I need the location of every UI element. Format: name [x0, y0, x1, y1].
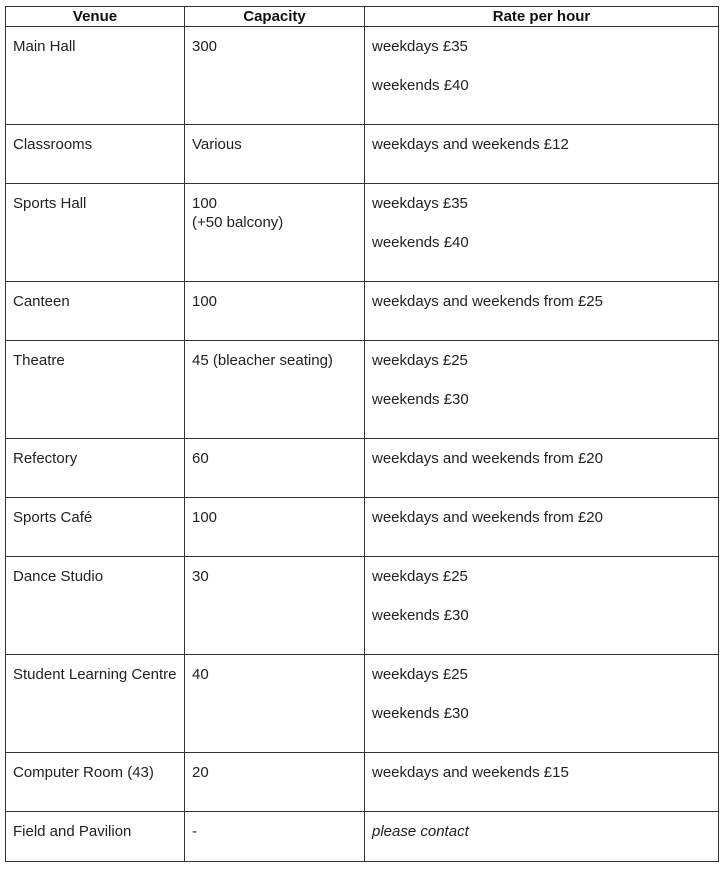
table-row — [6, 282, 719, 341]
rate-value: weekdays £25 — [372, 568, 468, 585]
capacity-value: 20 — [192, 764, 209, 781]
rate-value: weekdays and weekends from £20 — [372, 450, 603, 467]
capacity-value: - — [192, 823, 197, 840]
capacity-cell — [185, 498, 365, 557]
capacity-cell — [185, 282, 365, 341]
capacity-cell — [185, 184, 365, 282]
venue-cell: Main Hall — [6, 27, 185, 125]
rate-cell — [365, 557, 719, 655]
venue-cell: Refectory — [6, 439, 185, 498]
capacity-cell — [185, 439, 365, 498]
capacity-value: 30 — [192, 568, 209, 585]
capacity-column-header: Capacity — [185, 7, 365, 27]
capacity-cell — [185, 753, 365, 812]
venue-cell: Sports Café — [6, 498, 185, 557]
table-row — [6, 184, 719, 282]
rate-value: weekdays and weekends £12 — [372, 136, 569, 153]
rate-cell — [365, 753, 719, 812]
rate-cell — [365, 341, 719, 439]
venue-cell: Sports Hall — [6, 184, 185, 282]
venue-rates-table — [5, 6, 719, 862]
rate-cell — [365, 125, 719, 184]
rate-value: weekdays and weekends from £20 — [372, 509, 603, 526]
rate-cell — [365, 498, 719, 557]
capacity-cell — [185, 341, 365, 439]
table-row — [6, 498, 719, 557]
table-row — [6, 27, 719, 125]
rate-value: please contact — [372, 823, 469, 840]
rate-cell — [365, 812, 719, 862]
capacity-value: 100 — [192, 293, 218, 310]
rate-cell — [365, 282, 719, 341]
venue-cell: Classrooms — [6, 125, 185, 184]
table-row — [6, 341, 719, 439]
rate-cell — [365, 184, 719, 282]
rate-value: weekends £30 — [372, 705, 469, 722]
venue-cell: Dance Studio — [6, 557, 185, 655]
capacity-value: Various — [192, 136, 242, 153]
capacity-cell — [185, 27, 365, 125]
capacity-cell — [185, 557, 365, 655]
capacity-cell — [185, 655, 365, 753]
rate-value: weekends £40 — [372, 77, 469, 94]
rate-value: weekdays £35 — [372, 38, 468, 55]
rate-value: weekdays and weekends £15 — [372, 764, 569, 781]
capacity-value: 45 (bleacher seating) — [192, 352, 333, 369]
capacity-value: 100 — [192, 509, 218, 526]
rate-value: weekends £30 — [372, 391, 469, 408]
rate-value: weekends £30 — [372, 607, 469, 624]
rate-column-header: Rate per hour — [365, 7, 719, 27]
capacity-value: (+50 balcony) — [192, 214, 284, 231]
rate-value: weekdays £25 — [372, 666, 468, 683]
table-body — [6, 27, 719, 862]
rate-cell — [365, 655, 719, 753]
rate-value: weekends £40 — [372, 234, 469, 251]
rate-cell — [365, 27, 719, 125]
table-header-row — [6, 7, 719, 27]
capacity-value: 40 — [192, 666, 209, 683]
table-row — [6, 125, 719, 184]
rate-cell — [365, 439, 719, 498]
table-row — [6, 439, 719, 498]
venue-cell: Theatre — [6, 341, 185, 439]
venue-column-header: Venue — [6, 7, 185, 27]
venue-cell: Student Learning Centre — [6, 655, 185, 753]
table-row — [6, 753, 719, 812]
rate-value: weekdays £35 — [372, 195, 468, 212]
table-row — [6, 557, 719, 655]
capacity-value: 300 — [192, 38, 218, 55]
table-row — [6, 812, 719, 862]
venue-cell: Computer Room (43) — [6, 753, 185, 812]
capacity-value: 60 — [192, 450, 209, 467]
capacity-cell — [185, 812, 365, 862]
rate-value: weekdays and weekends from £25 — [372, 293, 603, 310]
capacity-value: 100 — [192, 195, 218, 212]
capacity-cell — [185, 125, 365, 184]
venue-cell: Field and Pavilion — [6, 812, 185, 862]
rate-value: weekdays £25 — [372, 352, 468, 369]
venue-cell: Canteen — [6, 282, 185, 341]
table-row — [6, 655, 719, 753]
